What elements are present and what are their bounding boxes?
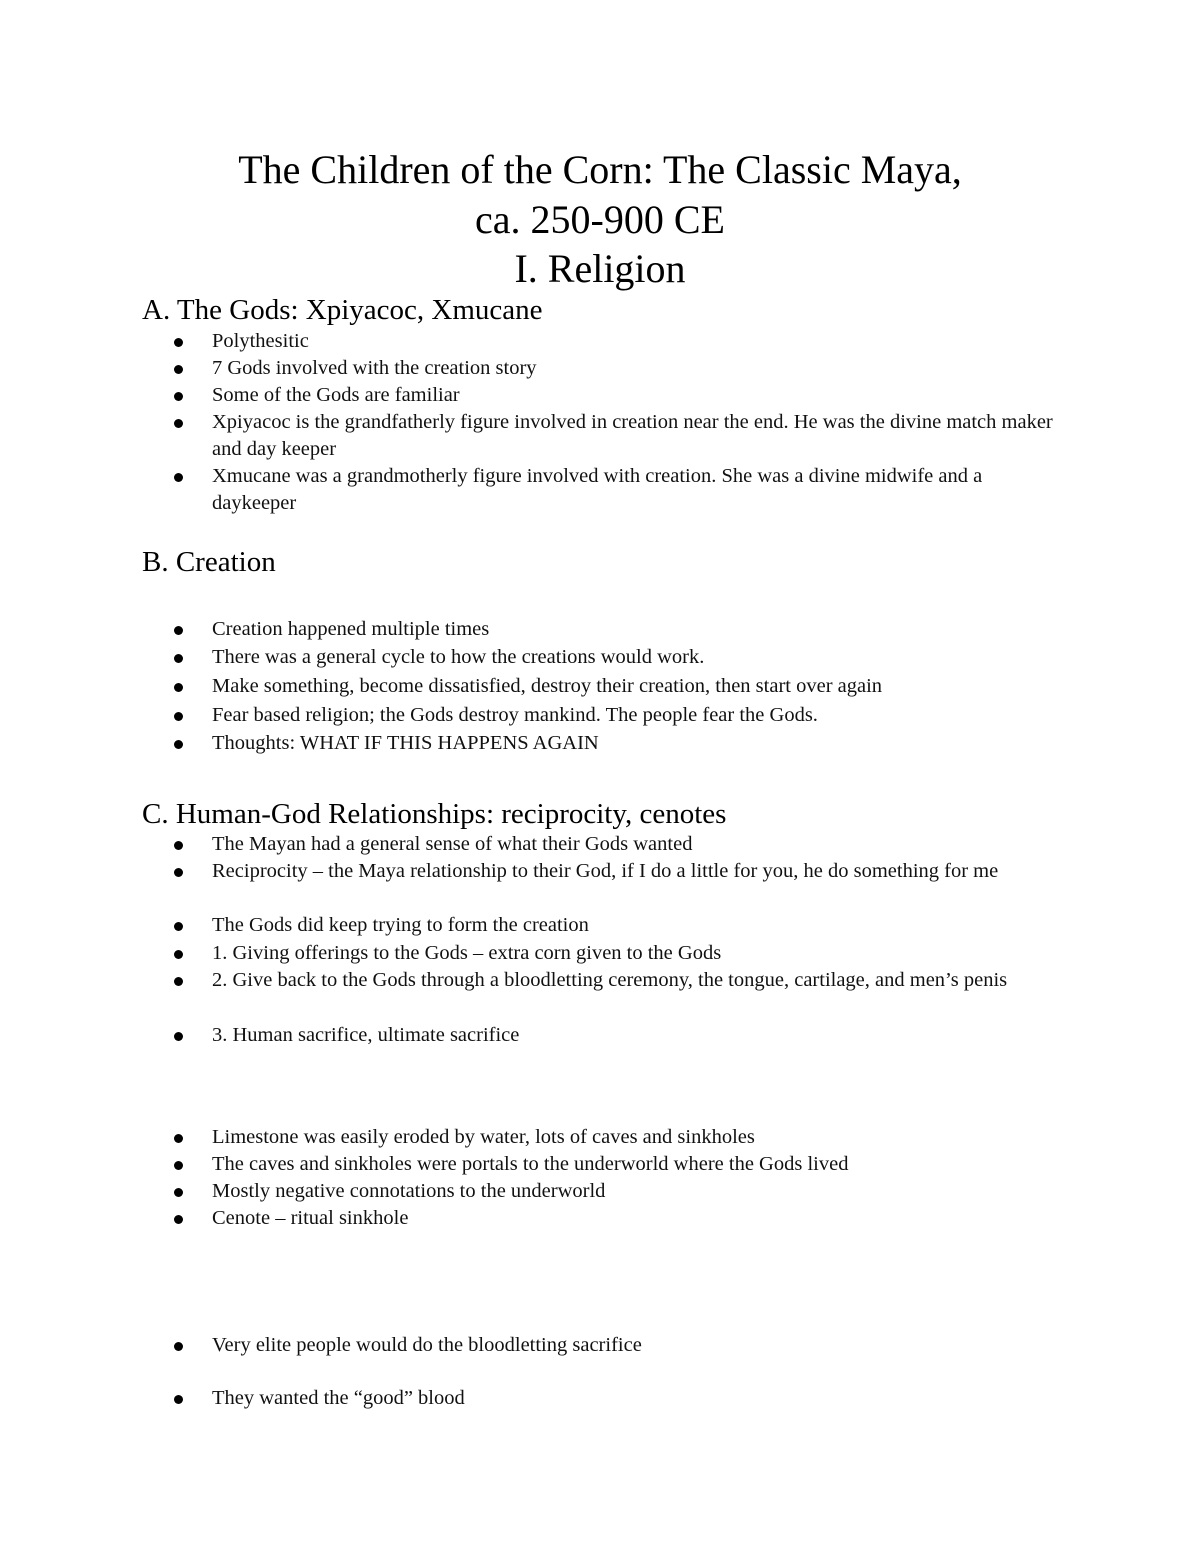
list-item: 3. Human sacrifice, ultimate sacrifice	[212, 1024, 520, 1046]
bullet-icon	[174, 473, 183, 482]
heading-the-gods: A. The Gods: Xpiyacoc, Xmucane	[142, 294, 543, 326]
list-item: Mostly negative connotations to the underworld	[212, 1180, 606, 1202]
list-item: The Mayan had a general sense of what their Gods wanted	[212, 833, 693, 855]
heading-creation: B. Creation	[142, 546, 276, 578]
list-item: Very elite people would do the bloodletting sacrifice	[212, 1334, 642, 1356]
list-item: Some of the Gods are familiar	[212, 384, 460, 406]
section-title-religion: I. Religion	[514, 246, 686, 291]
list-item: 7 Gods involved with the creation story	[212, 357, 537, 379]
list-item: Creation happened multiple times	[212, 618, 490, 640]
list-item: Xpiyacoc is the grandfatherly figure involved in creation near the end. He was the divine match maker and day keeper	[212, 411, 1053, 460]
list-item: Thoughts: WHAT IF THIS HAPPENS AGAIN	[212, 732, 599, 754]
bullet-icon	[174, 1161, 183, 1170]
list-item: Limestone was easily eroded by water, lots of caves and sinkholes	[212, 1126, 755, 1148]
bullet-icon	[174, 338, 183, 347]
bullet-icon	[174, 922, 183, 931]
list-item: Make something, become dissatisfied, destroy their creation, then start over again	[212, 675, 883, 697]
bullet-icon	[174, 683, 183, 692]
list-item: There was a general cycle to how the creations would work.	[212, 646, 705, 668]
document-title-line-1: The Children of the Corn: The Classic Maya,	[238, 147, 962, 192]
bullet-icon	[174, 950, 183, 959]
bullet-icon	[174, 626, 183, 635]
list-item: 1. Giving offerings to the Gods – extra corn given to the Gods	[212, 942, 722, 964]
bullet-icon	[174, 1188, 183, 1197]
bullet-icon	[174, 1342, 183, 1351]
bullet-icon	[174, 977, 183, 986]
list-item: Xmucane was a grandmotherly figure involved with creation. She was a divine midwife and a daykeeper	[212, 465, 983, 514]
bullet-icon	[174, 841, 183, 850]
list-item: Cenote – ritual sinkhole	[212, 1207, 409, 1229]
bullet-icon	[174, 1032, 183, 1041]
bullet-icon	[174, 740, 183, 749]
list-item: 2. Give back to the Gods through a bloodletting ceremony, the tongue, cartilage, and men’s penis	[212, 969, 1008, 991]
list-item: Reciprocity – the Maya relationship to their God, if I do a little for you, he do something for me	[212, 860, 999, 882]
bullet-icon	[174, 1395, 183, 1404]
list-item: They wanted the “good” blood	[212, 1387, 465, 1409]
bullet-icon	[174, 868, 183, 877]
bullet-icon	[174, 1134, 183, 1143]
document-title-line-2: ca. 250-900 CE	[475, 197, 725, 242]
bullet-icon	[174, 419, 183, 428]
bullet-icon	[174, 392, 183, 401]
list-item: The Gods did keep trying to form the creation	[212, 914, 589, 936]
bullet-icon	[174, 365, 183, 374]
heading-human-god-relationships: C. Human-God Relationships: reciprocity, cenotes	[142, 798, 727, 830]
list-item: Polythesitic	[212, 330, 309, 352]
list-item: The caves and sinkholes were portals to the underworld where the Gods lived	[212, 1153, 849, 1175]
bullet-icon	[174, 712, 183, 721]
bullet-icon	[174, 1215, 183, 1224]
bullet-icon	[174, 654, 183, 663]
list-item: Fear based religion; the Gods destroy mankind. The people fear the Gods.	[212, 704, 818, 726]
